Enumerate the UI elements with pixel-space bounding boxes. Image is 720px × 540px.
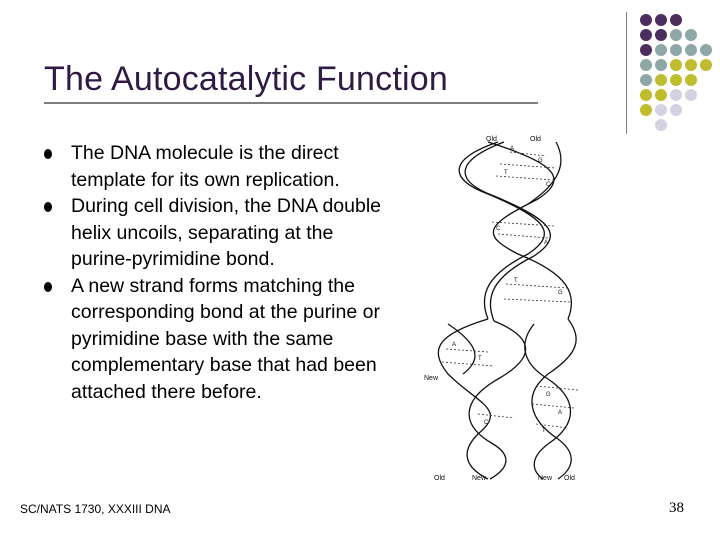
label-old-bottom-4: Old [564,475,575,482]
bullet-dot-icon [44,202,52,212]
svg-text:C: C [496,226,501,232]
slide-footer: SC/NATS 1730, XXXIII DNA [20,502,171,516]
decorative-dot-grid [636,12,716,137]
svg-text:C: C [546,182,551,188]
bullet-text: A new strand forms matching the corresponding bond at the purine or pyrimidine base with the same complementary base that had been attached there before. [71,274,380,403]
page-number: 38 [669,500,684,516]
slide-title: The Autocatalytic Function [44,60,448,98]
label-new-bottom-2: New [472,475,487,482]
svg-text:T: T [504,170,508,176]
bullet-text: The DNA molecule is the direct template for its own replication. [71,142,340,191]
svg-text:G: G [546,392,551,398]
svg-text:C: C [484,420,489,426]
bullet-item [44,140,384,193]
dna-replication-diagram [418,134,588,484]
label-old-top-right: Old [530,136,541,143]
bullet-text: During cell division, the DNA double helix uncoils, separating at the purine-pyrimidine bond. [71,195,382,270]
bullet-item [44,273,384,406]
svg-text:T: T [478,356,482,362]
bullet-list [44,140,384,405]
bullet-dot-icon [44,149,52,159]
svg-text:T: T [514,278,518,284]
label-new-mid-left: New [424,375,439,382]
label-new-bottom-3: New [538,475,553,482]
svg-text:T: T [542,428,546,434]
svg-text:G: G [558,290,563,296]
svg-text:A: A [510,146,515,152]
label-old-bottom-1: Old [434,475,445,482]
title-underline [44,102,538,104]
corner-divider-line [626,12,627,134]
bullet-dot-icon [44,282,52,292]
bullet-item [44,193,384,273]
svg-text:A: A [544,240,549,246]
svg-text:A: A [452,342,457,348]
svg-text:A: A [558,410,563,416]
svg-text:G: G [538,158,543,164]
label-old-top-left: Old [486,136,497,143]
